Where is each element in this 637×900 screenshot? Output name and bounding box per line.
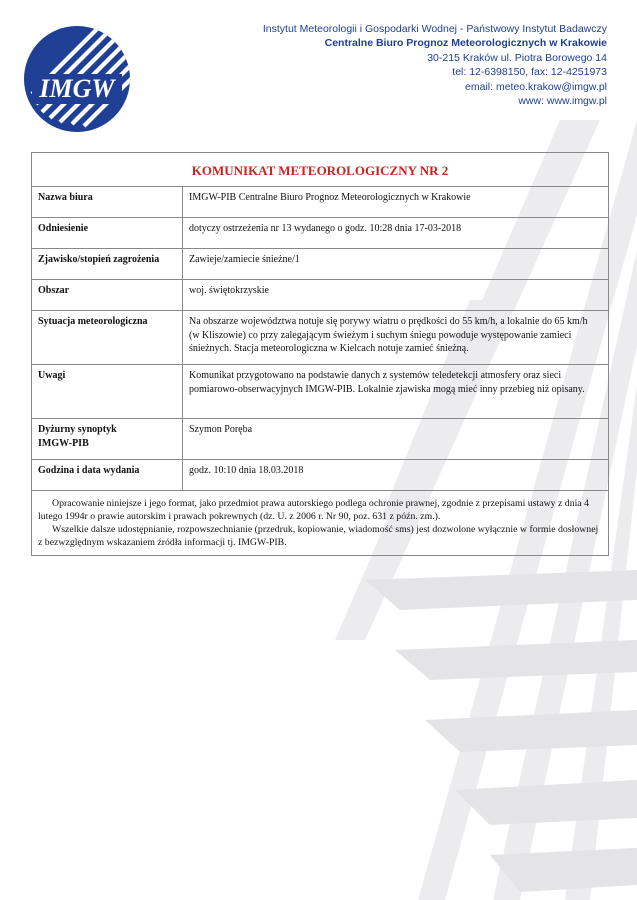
- row-label: Sytuacja meteorologiczna: [32, 311, 183, 365]
- row-label: Zjawisko/stopień zagrożenia: [32, 249, 183, 280]
- institute-header: [263, 22, 607, 108]
- table-row: [32, 249, 608, 280]
- table-row: [32, 460, 608, 491]
- logo-text: IMGW: [39, 74, 115, 103]
- row-label: Godzina i data wydania: [32, 460, 183, 491]
- bulletin-document: [31, 152, 609, 556]
- row-label: Uwagi: [32, 365, 183, 419]
- email[interactable]: email: meteo.krakow@imgw.pl: [465, 80, 607, 93]
- row-value: Komunikat przygotowano na podstawie danych z systemów teledetekcji atmosfery oraz sieci pomiarowo-obserwacyjnych IMGW-PIB. Lokalnie zjawiska mogą mieć inny przebieg niż opisany.: [183, 365, 609, 419]
- table-row: [32, 187, 608, 218]
- address: 30-215 Kraków ul. Piotra Borowego 14: [427, 51, 607, 64]
- bulletin-title: KOMUNIKAT METEOROLOGICZNY NR 2: [191, 163, 449, 178]
- office-name: Centralne Biuro Prognoz Meteorologicznych w Krakowie: [324, 37, 607, 50]
- copyright-paragraph: Opracowanie niniejsze i jego format, jako przedmiot prawa autorskiego podlega ochronie prawnej, zgodnie z przepisami ustawy z dnia 4 lutego 1994r o prawie autorskim i prawach pokrewnych (dz. U. z 2006 r. Nr 90, poz. 631 z późn. zm.).: [38, 498, 590, 522]
- table-row: [32, 419, 608, 460]
- row-value: Szymon Poręba: [183, 419, 609, 460]
- row-value: woj. świętokrzyskie: [183, 280, 609, 311]
- table-row: [32, 311, 608, 365]
- website[interactable]: www: www.imgw.pl: [518, 95, 607, 108]
- imgw-logo: [22, 24, 132, 134]
- distribution-paragraph: Wszelkie dalsze udostępnianie, rozpowszechnianie (przedruk, kopiowanie, wiadomość sms) jest dozwolone wyłącznie w formie dosłownej z bezwzględnym wskazaniem źródła informacji tj. IMGW-PIB.: [38, 524, 599, 548]
- copyright-notice: [32, 491, 608, 555]
- bulletin-table: [32, 186, 608, 491]
- row-label: Obszar: [32, 280, 183, 311]
- row-value: IMGW-PIB Centralne Biuro Prognoz Meteorologicznych w Krakowie: [183, 187, 609, 218]
- institute-name: Instytut Meteorologii i Gospodarki Wodnej - Państwowy Instytut Badawczy: [262, 23, 607, 35]
- row-value: Na obszarze województwa notuje się porywy wiatru o prędkości do 55 km/h, a lokalnie do 65 km/h (w Kliszowie) co przy zalegającym świeżym i suchym śniegu powoduje występowanie zamieci śnieżnych. Stacja meteorologiczna w Kielcach notuje zamieć śnieżną.: [183, 311, 609, 365]
- row-label: Dyżurny synoptyk IMGW-PIB: [32, 419, 183, 460]
- row-label: Odniesienie: [32, 218, 183, 249]
- row-value: dotyczy ostrzeżenia nr 13 wydanego o godz. 10:28 dnia 17-03-2018: [183, 218, 609, 249]
- row-value: godz. 10:10 dnia 18.03.2018: [183, 460, 609, 491]
- table-row: [32, 365, 608, 419]
- phone-fax: tel: 12-6398150, fax: 12-4251973: [452, 66, 607, 79]
- row-value: Zawieje/zamiecie śnieżne/1: [183, 249, 609, 280]
- table-row: [32, 280, 608, 311]
- table-row: [32, 218, 608, 249]
- row-label: Nazwa biura: [32, 187, 183, 218]
